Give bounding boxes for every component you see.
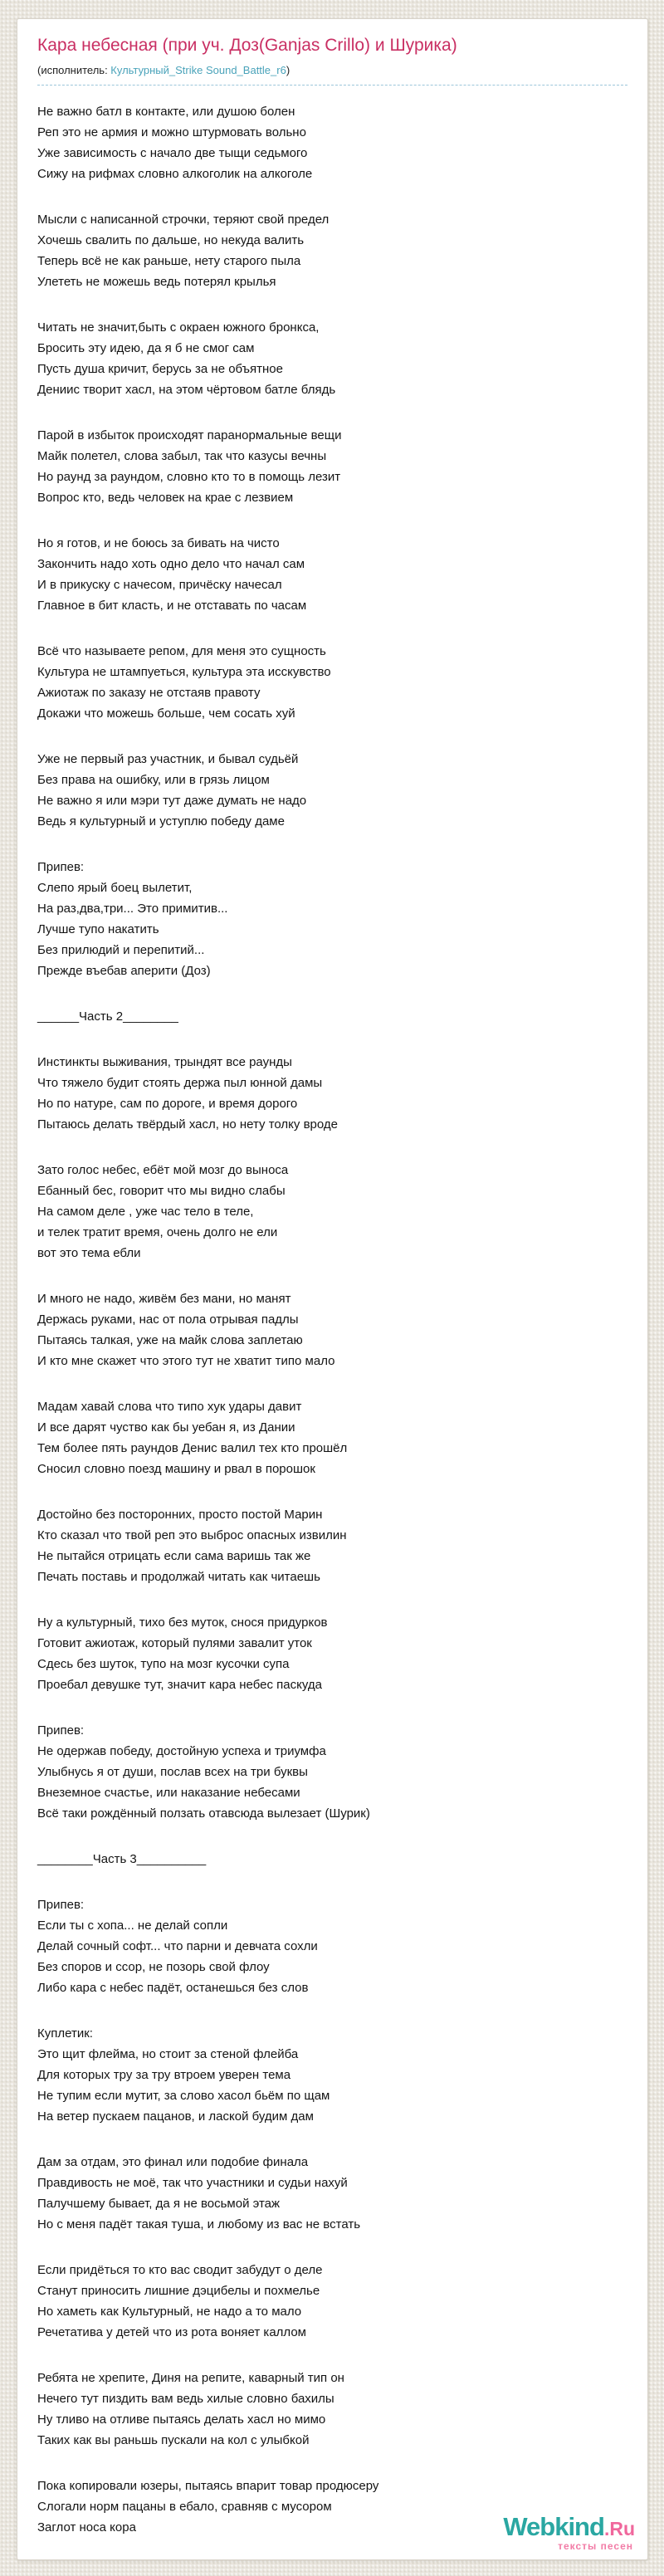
part-2-divider: ______Часть 2________ bbox=[37, 1009, 178, 1024]
stanza-6: Всё что называете репом, для меня это сущность Культура не штампуеться, культура эта исскувство Ажиотаж по заказу не отстаяв правоту Докажи что можешь больше, чем сосать хуй bbox=[37, 644, 331, 721]
stanza-16: Ребята не хрепите, Диня на репите, каварный тип он Нечего тут пиздить вам ведь хилые словно бахилы Ну тливо на отливе пытаясь делать хасл но мимо Таких как вы раньшь пускали на кол с улыбкой bbox=[37, 2371, 344, 2447]
performer-label: (исполнитель: bbox=[37, 64, 111, 76]
webkind-logo-text: Webkind bbox=[503, 2512, 604, 2541]
webkind-logo-link[interactable] bbox=[503, 2514, 635, 2551]
stanza-14: Дам за отдам, это финал или подобие финала Правдивость не моё, так что участники и судьи нахуй Палучшему бывает, да я не восьмой этаж Но с меня падёт такая туша, и любому из вас не встать bbox=[37, 2155, 361, 2231]
webkind-logo-tagline: тексты песен bbox=[558, 2540, 633, 2552]
lyrics-card bbox=[17, 18, 648, 2560]
part-3-divider: ________Часть 3__________ bbox=[37, 1852, 207, 1866]
stanza-10: И много не надо, живём без мани, но манят Держась руками, нас от пола отрывая падлы Пытаясь талкая, уже на майк слова заплетаю И кто мне скажет что этого тут не хватит типо мало bbox=[37, 1292, 335, 1368]
performer-link[interactable]: Культурный_Strike Sound_Battle_r6 bbox=[110, 64, 286, 76]
kupletik: Куплетик: Это щит флейма, но стоит за стеной флейба Для которых тру за тру втроем уверен тема Не тупим если мутит, за слово хасол бьём по щам На ветер пускаем пацанов, и лаской будим дам bbox=[37, 2026, 330, 2124]
stanza-13: Ну а культурный, тихо без муток, снося придурков Готовит ажиотаж, который пулями завалит уток Сдесь без шуток, тупо на мозг кусочки супа Проебал девушке тут, значит кара небес паскуда bbox=[37, 1615, 328, 1692]
stanza-4: Парой в избыток происходят паранормальные вещи Майк полетел, слова забыл, так что казусы вечны Но раунд за раундом, словно кто то в помощь лезит Вопрос кто, ведь человек на крае с лезвием bbox=[37, 428, 342, 505]
chorus-2: Припев: Не одержав победу, достойную успеха и триумфа Улыбнусь я от души, послав всех на три буквы Внеземное счастье, или наказание небесами Всё таки рождённый ползать отавсюда вылезает (Шурик) bbox=[37, 1723, 370, 1821]
stanza-12: Достойно без посторонних, просто постой Марин Кто сказал что твой реп это выброс опасных извилин Не пытайся отрицать если сама варишь так же Печать поставь и продолжай читать как читаешь bbox=[37, 1508, 347, 1584]
lyrics-text bbox=[37, 101, 627, 2538]
stanza-8: Инстинкты выживания, трындят все раунды Что тяжело будит стоять держа пыл юнной дамы Но по натуре, сам по дороге, и время дорого Пытаюсь делать твёрдый хасл, но нету толку вроде bbox=[37, 1055, 338, 1132]
stanza-7: Уже не первый раз участник, и бывал судьёй Без права на ошибку, или в грязь лицом Не важно я или мэри тут даже думать не надо Ведь я культурный и уступлю победу даме bbox=[37, 752, 307, 829]
webkind-logo-suffix: .Ru bbox=[603, 2518, 635, 2539]
chorus-3: Припев: Если ты с хопа... не делай сопли Делай сочный софт... что парни и девчата сохли Без споров и ссор, не позорь свой флоу Либо кара с небес падёт, останешься без слов bbox=[37, 1898, 318, 1995]
stanza-9: Зато голос небес, ебёт мой мозг до выноса Ебанный бес, говорит что мы видно слабы На самом деле , уже час тело в теле, и телек тратит время, очень долго не ели вот это тема ебли bbox=[37, 1163, 289, 1260]
performer-suffix: ) bbox=[286, 64, 290, 76]
stanza-17: Пока копировали юзеры, пытаясь впарит товар продюсеру Слогали норм пацаны в ебало, сравняв с мусором Заглот носа кора bbox=[37, 2479, 379, 2534]
stanza-3: Читать не значит,быть с окраен южного бронкса, Бросить эту идею, да я б не смог сам Пусть душа кричит, берусь за не объятное Дениис творит хасл, на этом чёртовом батле блядь bbox=[37, 320, 336, 397]
page-title: Кара небесная (при уч. Доз(Ganjas Crillo) и Шурика) bbox=[37, 36, 457, 55]
chorus-1: Припев: Слепо ярый боец вылетит, На раз,два,три... Это примитив... Лучше тупо накатить Без прилюдий и перепитий... Прежде въебав аперити (Доз) bbox=[37, 860, 228, 978]
stanza-2: Мысли с написанной строчки, теряют свой предел Хочешь свалить по дальше, но некуда валить Теперь всё не как раньше, нету старого пыла Улететь не можешь ведь потерял крылья bbox=[37, 213, 330, 289]
performer-line bbox=[37, 63, 627, 86]
stanza-5: Но я готов, и не боюсь за бивать на чисто Закончить надо хоть одно дело что начал сам И в прикуску с начесом, причёску начесал Главное в бит класть, и не отставать по часам bbox=[37, 536, 307, 613]
stanza-15: Если придёться то кто вас сводит забудут о деле Станут приносить лишние дэцибелы и похмелье Но хаметь как Культурный, не надо а то мало Речетатива у детей что из рота воняет каллом bbox=[37, 2263, 323, 2339]
stanza-1: Не важно батл в контакте, или душою болен Реп это не армия и можно штурмовать вольно Уже зависимость с начало две тыщи седьмого Сижу на рифмах словно алкоголик на алкоголе bbox=[37, 105, 313, 181]
stanza-11: Мадам хавай слова что типо хук удары давит И все дарят чуство как бы уебан я, из Дании Тем более пять раундов Денис валил тех кто прошёл Сносил словно поезд машину и рвал в порошок bbox=[37, 1400, 348, 1476]
